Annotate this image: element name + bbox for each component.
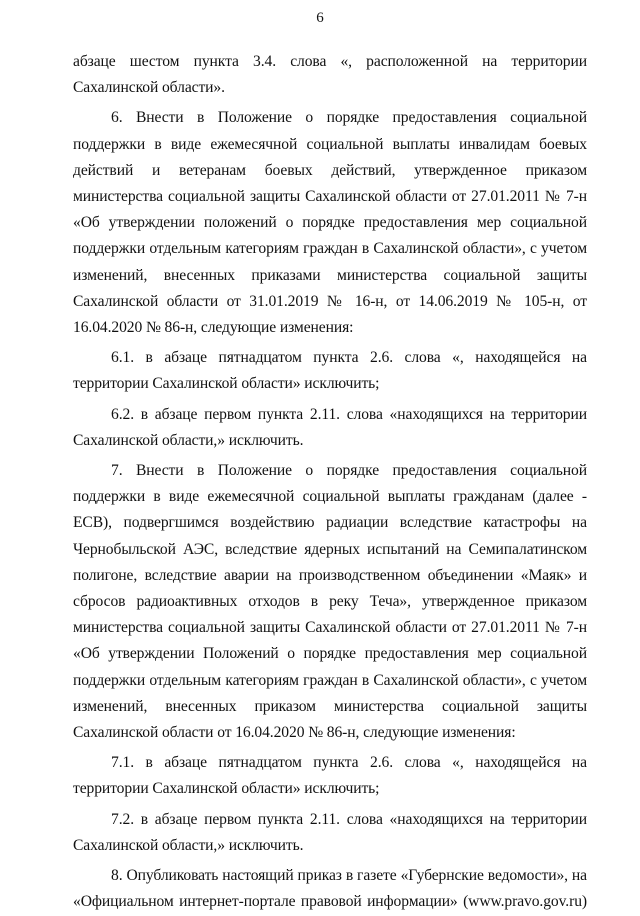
paragraph-item-7-2: 7.2. в абзаце первом пункта 2.11. слова «находящихся на территории Сахалинской области,» исключить. xyxy=(73,810,587,854)
page-number: 6 xyxy=(316,10,324,26)
paragraph-item-6-2: 6.2. в абзаце первом пункта 2.11. слова «находящихся на территории Сахалинской области,» исключить. xyxy=(73,405,587,449)
paragraph-item-6: 6. Внести в Положение о порядке предоставления социальной поддержки в виде ежемесячной социальной выплаты инвалидам боевых действий и ветеранам боевых действий, утвержденное приказом министерства социальной защиты Сахалинской области от 27.01.2011 № 7-н «Об утверждении положений о порядке предоставления мер социальной поддержки отдельным категориям граждан в Сахалинской области», с учетом изменений, внесенных приказами министерства социальной защиты Сахалинской области от 31.01.2019 № 16-н, от 14.06.2019 № 105-н, от 16.04.2020 № 86-н, следующие изменения: xyxy=(73,109,587,337)
paragraph-item-7-1: 7.1. в абзаце пятнадцатом пункта 2.6. слова «, находящейся на территории Сахалинской области» исключить; xyxy=(73,754,587,798)
paragraph-item-8: 8. Опубликовать настоящий приказ в газете «Губернские ведомости», на «Официальном интернет-портале правовой информации» (www.pravo.gov.ru) xyxy=(73,867,587,911)
paragraph-item-7: 7. Внести в Положение о порядке предоставления социальной поддержки в виде ежемесячной социальной выплаты гражданам (далее - ЕСВ), подвергшимся воздействию радиации вследствие катастрофы на Чернобыльской АЭС, вследствие ядерных испытаний на Семипалатинском полигоне, вследствие аварии на производственном объединении «Маяк» и сбросов радиоактивных отходов в реку Теча», утвержденное приказом министерства социальной защиты Сахалинской области от 27.01.2011 № 7-н «Об утверждении Положений о порядке предоставления мер социальной поддержки отдельным категориям граждан в Сахалинской области», с учетом изменений, внесенных приказом министерства социальной защиты Сахалинской области от 16.04.2020 № 86-н, следующие изменения: xyxy=(73,462,587,742)
paragraph-continuation: абзаце шестом пункта 3.4. слова «, расположенной на территории Сахалинской области». xyxy=(73,53,587,97)
document-body xyxy=(73,49,587,916)
paragraph-item-6-1: 6.1. в абзаце пятнадцатом пункта 2.6. слова «, находящейся на территории Сахалинской области» исключить; xyxy=(73,349,587,393)
